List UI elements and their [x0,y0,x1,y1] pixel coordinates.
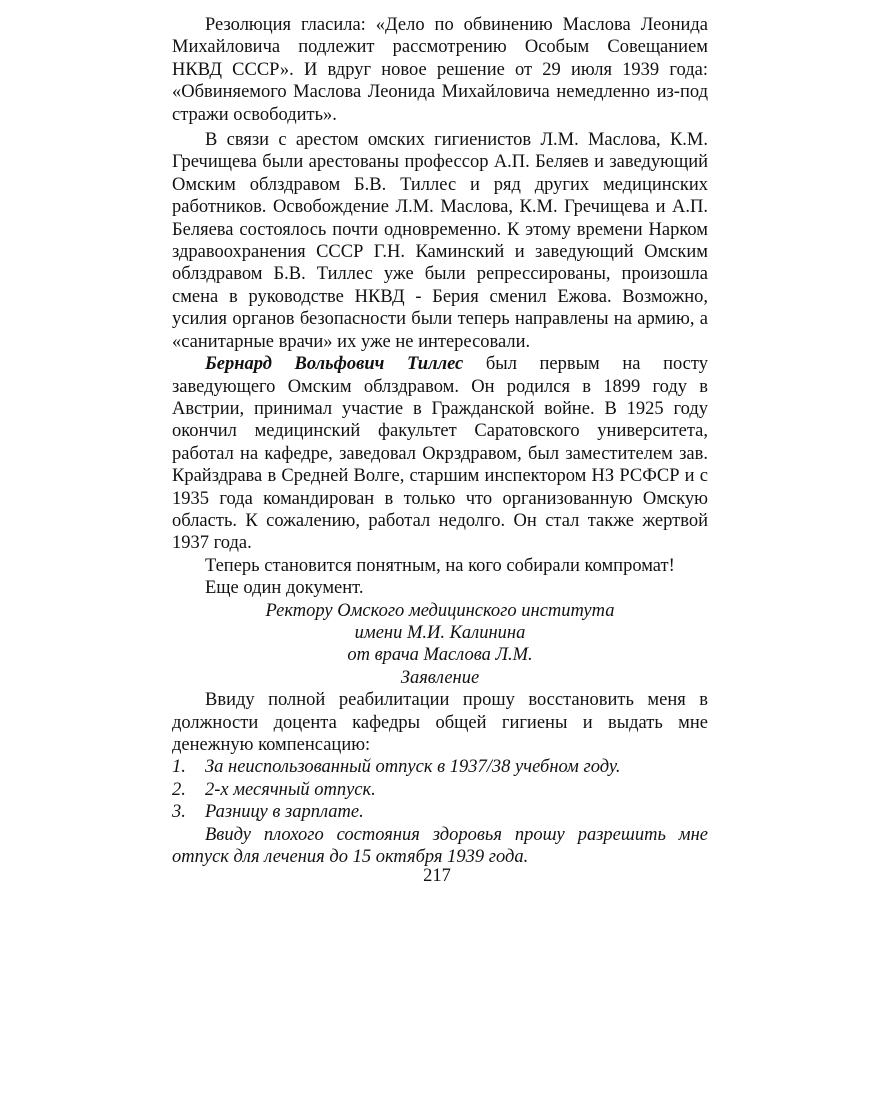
paragraph-tilles [172,353,708,555]
list-number: 1. [172,757,186,778]
page-body [172,14,708,868]
address-line-3: от врача Маслова Л.М. [347,645,533,666]
list-number: 3. [172,802,186,823]
request-list [172,756,708,823]
statement-title: Заявление [400,667,480,688]
statement-text: Ввиду полной реабилитации прошу восстановить меня в должности доцента кафедры общей гигиены и выдать мне денежную компенсацию: [172,690,708,755]
closing-text: Ввиду плохого состояния здоровья прошу разрешить мне отпуск для лечения до 15 октября 1939 года. [172,824,708,868]
paragraph-compromat: Теперь становится понятным, на кого собирали компромат! [205,555,675,576]
list-text: 2-х месячный отпуск. [205,779,376,800]
list-item [172,801,708,823]
address-line-1: Ректору Омского медицинского института [265,600,615,621]
paragraph-arrests: В связи с арестом омских гигиенистов Л.М. Маслова, К.М. Гречищева были арестованы профессор А.П. Беляев и заведующий Омским облздравом Б.В. Тиллес и ряд других медицинских работников. Освобождение Л.М. Маслова, К.М. Гречищева и А.П. Беляева состоялось почти одновременно. К этому времени Нарком здравоохранения СССР Г.Н. Каминский и заведующий Омским облздравом Б.В. Тиллес уже были репрессированы, произошла смена в руководстве НКВД - Берия сменил Ежова. Возможно, усилия органов безопасности были теперь направлены на армию, а «санитарные врачи» их уже не интересовали. [172,130,708,352]
paragraph-resolution: Резолюция гласила: «Дело по обвинению Маслова Леонида Михайловича подлежит рассмотрению Особым Совещанием НКВД СССР». И вдруг новое решение от 29 июля 1939 года: «Обвиняемого Маслова Леонида Михайловича немедленно из-под стражи освободить». [172,15,708,125]
paragraph-document: Еще один документ. [205,578,364,599]
list-number: 2. [172,779,186,800]
paragraph-tilles-text: был первым на посту заведующего Омским облздравом. Он родился в 1899 году в Австрии, принимал участие в Гражданской войне. В 1925 году окончил медицинский факультет Саратовского университета, работал на кафедре, заведовал Окрздравом, был заместителем зав. Крайздрава в Средней Волге, старшим инспектором НЗ РСФСР и с 1935 года командирован в только что организованную Омскую область. К сожалению, работал недолго. Он стал также жертвой 1937 года. [172,354,708,554]
address-line-2: имени М.И. Калинина [354,622,526,643]
list-text: Разницу в зарплате. [205,802,364,823]
list-item [172,756,708,778]
page-number: 217 [423,866,451,886]
list-text: За неиспользованный отпуск в 1937/38 учебном году. [205,757,621,778]
person-name: Бернард Вольфович Тиллес [205,354,464,375]
list-item [172,779,708,801]
